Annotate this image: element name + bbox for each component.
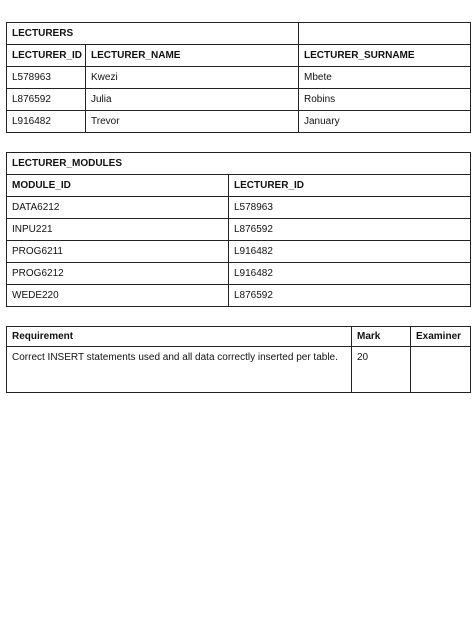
- empty-cell: [299, 23, 471, 45]
- table-row: [7, 347, 471, 393]
- requirements-header-row: [7, 327, 471, 347]
- lecturers-title: LECTURERS: [7, 23, 299, 45]
- mark-value: 20: [352, 347, 411, 393]
- lecturers-title-row: [7, 23, 471, 45]
- column-header: LECTURER_ID: [7, 45, 86, 67]
- table-cell: L916482: [7, 111, 86, 133]
- table-cell: DATA6212: [7, 197, 229, 219]
- lecturer-modules-title: LECTURER_MODULES: [7, 153, 471, 175]
- lecturers-header-row: [7, 45, 471, 67]
- table-cell: PROG6212: [7, 263, 229, 285]
- column-header: LECTURER_SURNAME: [299, 45, 471, 67]
- table-cell: PROG6211: [7, 241, 229, 263]
- column-header: LECTURER_NAME: [86, 45, 299, 67]
- table-cell: Mbete: [299, 67, 471, 89]
- table-row: [7, 285, 471, 307]
- table-cell: L876592: [229, 285, 471, 307]
- table-cell: L578963: [229, 197, 471, 219]
- lecturer-modules-title-row: [7, 153, 471, 175]
- table-cell: Trevor: [86, 111, 299, 133]
- column-header: Mark: [352, 327, 411, 347]
- lecturer-modules-header-row: [7, 175, 471, 197]
- lecturer-modules-table: [6, 152, 471, 307]
- column-header: Examiner: [411, 327, 471, 347]
- table-row: [7, 111, 471, 133]
- column-header: MODULE_ID: [7, 175, 229, 197]
- requirements-table: [6, 326, 471, 393]
- column-header: LECTURER_ID: [229, 175, 471, 197]
- table-cell: L876592: [229, 219, 471, 241]
- table-cell: Kwezi: [86, 67, 299, 89]
- table-cell: INPU221: [7, 219, 229, 241]
- table-row: [7, 89, 471, 111]
- requirement-text: Correct INSERT statements used and all data correctly inserted per table.: [7, 347, 352, 393]
- table-cell: January: [299, 111, 471, 133]
- table-row: [7, 197, 471, 219]
- table-row: [7, 263, 471, 285]
- table-cell: WEDE220: [7, 285, 229, 307]
- column-header: Requirement: [7, 327, 352, 347]
- table-cell: L578963: [7, 67, 86, 89]
- table-cell: L916482: [229, 241, 471, 263]
- examiner-cell: [411, 347, 471, 393]
- table-cell: Robins: [299, 89, 471, 111]
- table-cell: Julia: [86, 89, 299, 111]
- table-row: [7, 219, 471, 241]
- table-row: [7, 241, 471, 263]
- lecturers-table: [6, 22, 471, 133]
- table-cell: L916482: [229, 263, 471, 285]
- table-row: [7, 67, 471, 89]
- table-cell: L876592: [7, 89, 86, 111]
